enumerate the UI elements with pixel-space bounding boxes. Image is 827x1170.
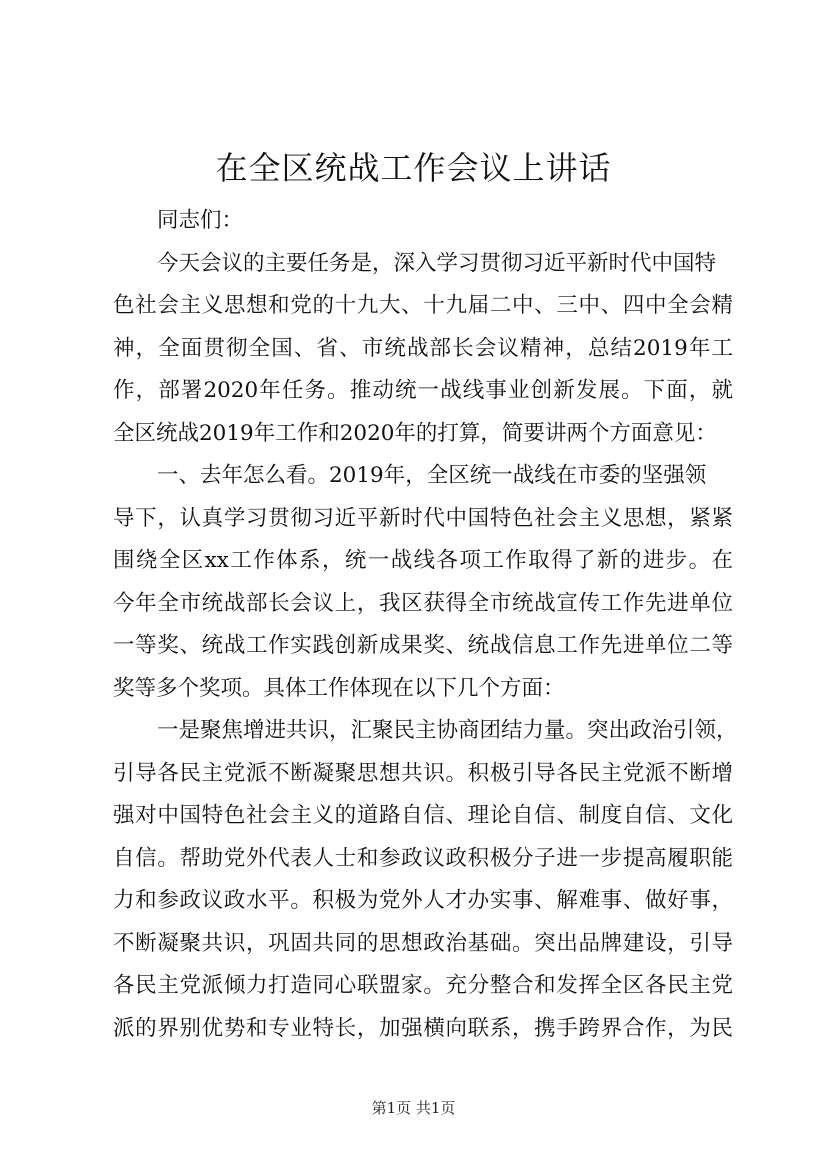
- page-title: 在全区统战工作会议上讲话: [215, 149, 612, 187]
- text-line: 神，全面贯彻全国、省、市统战部长会议精神，总结2019年工: [113, 335, 733, 361]
- text-line: 全区统战2019年工作和2020年的打算，简要讲两个方面意见：: [113, 420, 717, 446]
- text-line: 一、去年怎么看。2019年，全区统一战线在市委的坚强领: [157, 463, 707, 488]
- salutation-line: 同志们：: [157, 208, 244, 233]
- text-line: 奖等多个奖项。具体工作体现在以下几个方面：: [113, 675, 565, 701]
- text-line: 各民主党派倾力打造同心联盟家。充分整合和发挥全区各民主党: [113, 973, 733, 998]
- text-line: 今天会议的主要任务是，深入学习贯彻习近平新时代中国特: [157, 250, 717, 276]
- text-line: 不断凝聚共识，巩固共同的思想政治基础。突出品牌建设，引导: [113, 930, 733, 956]
- text-line: 强对中国特色社会主义的道路自信、理论自信、制度自信、文化: [113, 803, 733, 828]
- document-body: [113, 200, 738, 1050]
- text-line: 一是聚焦增进共识，汇聚民主协商团结力量。突出政治引领，: [157, 718, 738, 743]
- text-line: 派的界别优势和专业特长，加强横向联系，携手跨界合作，为民: [113, 1015, 733, 1041]
- text-line: 色社会主义思想和党的十九大、十九届二中、三中、四中全会精: [113, 293, 733, 318]
- text-line: 自信。帮助党外代表人士和参政议政积极分子进一步提高履职能: [113, 845, 733, 871]
- text-line: 导下，认真学习贯彻习近平新时代中国特色社会主义思想，紧紧: [113, 505, 733, 531]
- text-line: 作，部署2020年任务。推动统一战线事业创新发展。下面，就: [113, 378, 733, 403]
- text-line: 力和参政议政水平。积极为党外人才办实事、解难事、做好事，: [113, 888, 733, 913]
- text-line: 今年全市统战部长会议上，我区获得全市统战宣传工作先进单位: [113, 590, 733, 616]
- text-line: 一等奖、统战工作实践创新成果奖、统战信息工作先进单位二等: [113, 633, 733, 658]
- text-line: 围绕全区xx工作体系，统一战线各项工作取得了新的进步。在: [113, 548, 733, 573]
- page-footer: 第1页 共1页: [371, 1099, 456, 1117]
- text-line: 引导各民主党派不断凝聚思想共识。积极引导各民主党派不断增: [113, 760, 733, 786]
